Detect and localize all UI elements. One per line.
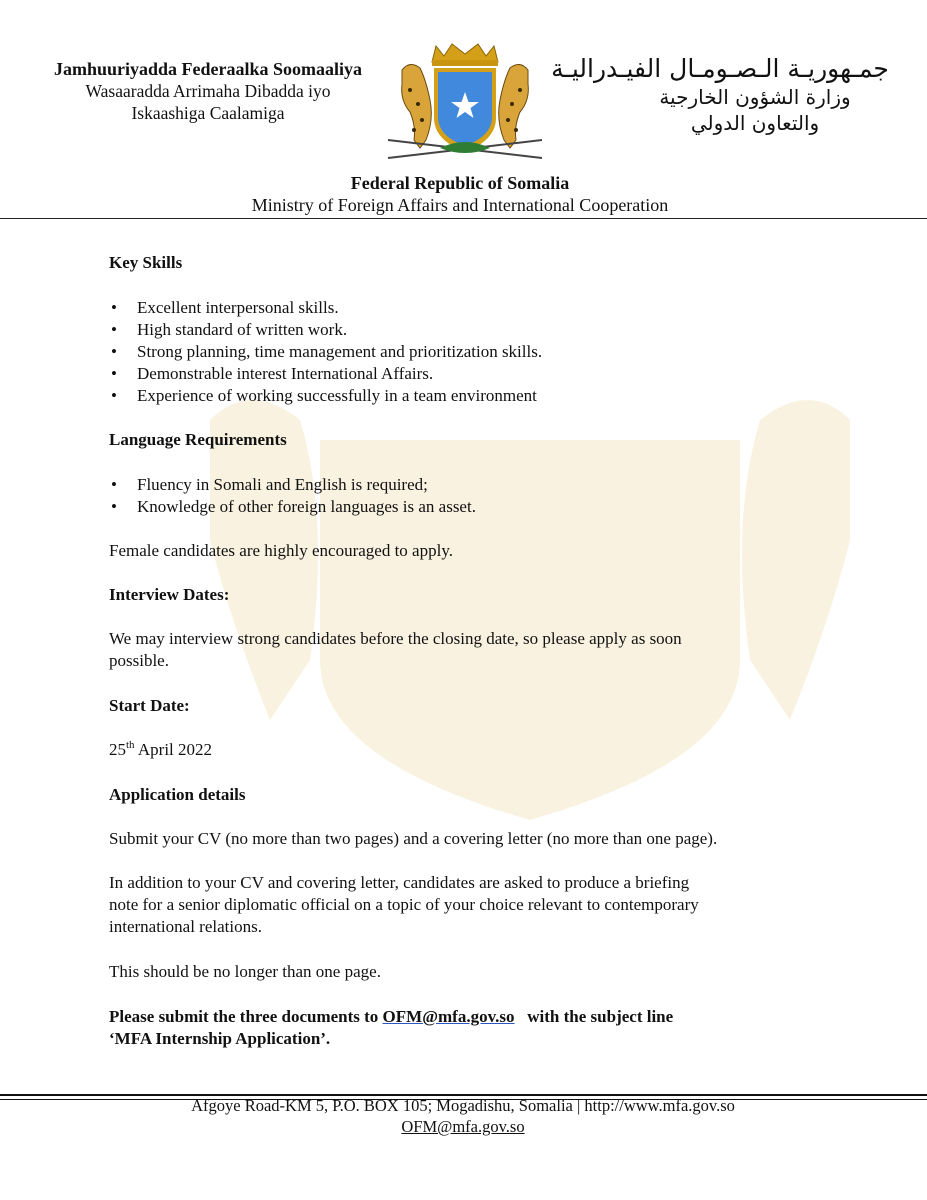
- list-item: • Strong planning, time management and prioritization skills.: [111, 342, 543, 361]
- list-item: • Fluency in Somali and English is required;: [111, 475, 428, 494]
- header-divider: [0, 218, 927, 219]
- arabic-ministry-line1: وزارة الشؤون الخارجية: [659, 85, 851, 109]
- footer-address: Afgoye Road-KM 5, P.O. BOX 105; Mogadishu, Somalia | http://www.mfa.gov.so: [191, 1096, 735, 1115]
- list-item: • Experience of working successfully in a team environment: [111, 386, 537, 405]
- list-item: • High standard of written work.: [111, 320, 348, 339]
- arabic-ministry-line2: والتعاون الدولي: [690, 111, 820, 135]
- footer-email-link[interactable]: OFM@mfa.gov.so: [401, 1117, 525, 1136]
- language-heading: Language Requirements: [109, 430, 287, 449]
- bullet-icon: •: [111, 298, 117, 317]
- key-skills-heading: Key Skills: [109, 253, 183, 272]
- letterhead-english: [180, 172, 740, 216]
- bullet-icon: •: [111, 364, 117, 383]
- key-skills-list: [109, 297, 829, 407]
- application-heading: Application details: [109, 785, 246, 804]
- letterhead-arabic: [540, 54, 900, 136]
- list-item: • Demonstrable interest International Affairs.: [111, 364, 434, 383]
- somali-ministry-line1: Wasaaradda Arrimaha Dibadda iyo: [85, 81, 331, 101]
- list-item: • Knowledge of other foreign languages is an asset.: [111, 497, 476, 516]
- somali-ministry-line2: Iskaashiga Caalamiga: [131, 103, 285, 123]
- start-date-heading: Start Date:: [109, 696, 190, 715]
- english-title: Federal Republic of Somalia: [350, 173, 570, 193]
- english-ministry: Ministry of Foreign Affairs and International Cooperation: [251, 195, 669, 215]
- submission-email-link[interactable]: OFM@mfa.gov.so: [382, 1007, 515, 1026]
- bullet-icon: •: [111, 342, 117, 361]
- bullet-icon: •: [111, 320, 117, 339]
- footer: [90, 1095, 836, 1137]
- application-p2: In addition to your CV and covering letter, candidates are asked to produce a briefing note for a senior diplomatic official on a topic of your choice relevant to contemporary international relations.: [109, 873, 699, 936]
- bullet-icon: •: [111, 475, 117, 494]
- interview-text: We may interview strong candidates before the closing date, so please apply as soon possible.: [109, 629, 682, 670]
- somali-title: Jamhuuriyadda Federaalka Soomaaliya: [53, 59, 363, 79]
- submission-instructions: Please submit the three documents to OFM@mfa.gov.so with the subject line ‘MFA Internship Application’.: [109, 1007, 674, 1048]
- application-p1: Submit your CV (no more than two pages) and a covering letter (no more than one page).: [109, 829, 718, 848]
- document-body: [109, 252, 829, 1050]
- bullet-icon: •: [111, 497, 117, 516]
- arabic-title: جمـهوريـة الـصـومـال الفيـدراليـة: [551, 54, 889, 83]
- letterhead-somali: [38, 58, 378, 124]
- list-item: • Excellent interpersonal skills.: [111, 298, 339, 317]
- somalia-coat-of-arms-icon: [380, 40, 550, 165]
- interview-heading: Interview Dates:: [109, 585, 230, 604]
- start-date-value: 25th April 2022: [109, 739, 213, 759]
- language-list: [109, 474, 829, 518]
- bullet-icon: •: [111, 386, 117, 405]
- female-candidates-note: Female candidates are highly encouraged to apply.: [109, 541, 453, 560]
- application-p3: This should be no longer than one page.: [109, 962, 381, 981]
